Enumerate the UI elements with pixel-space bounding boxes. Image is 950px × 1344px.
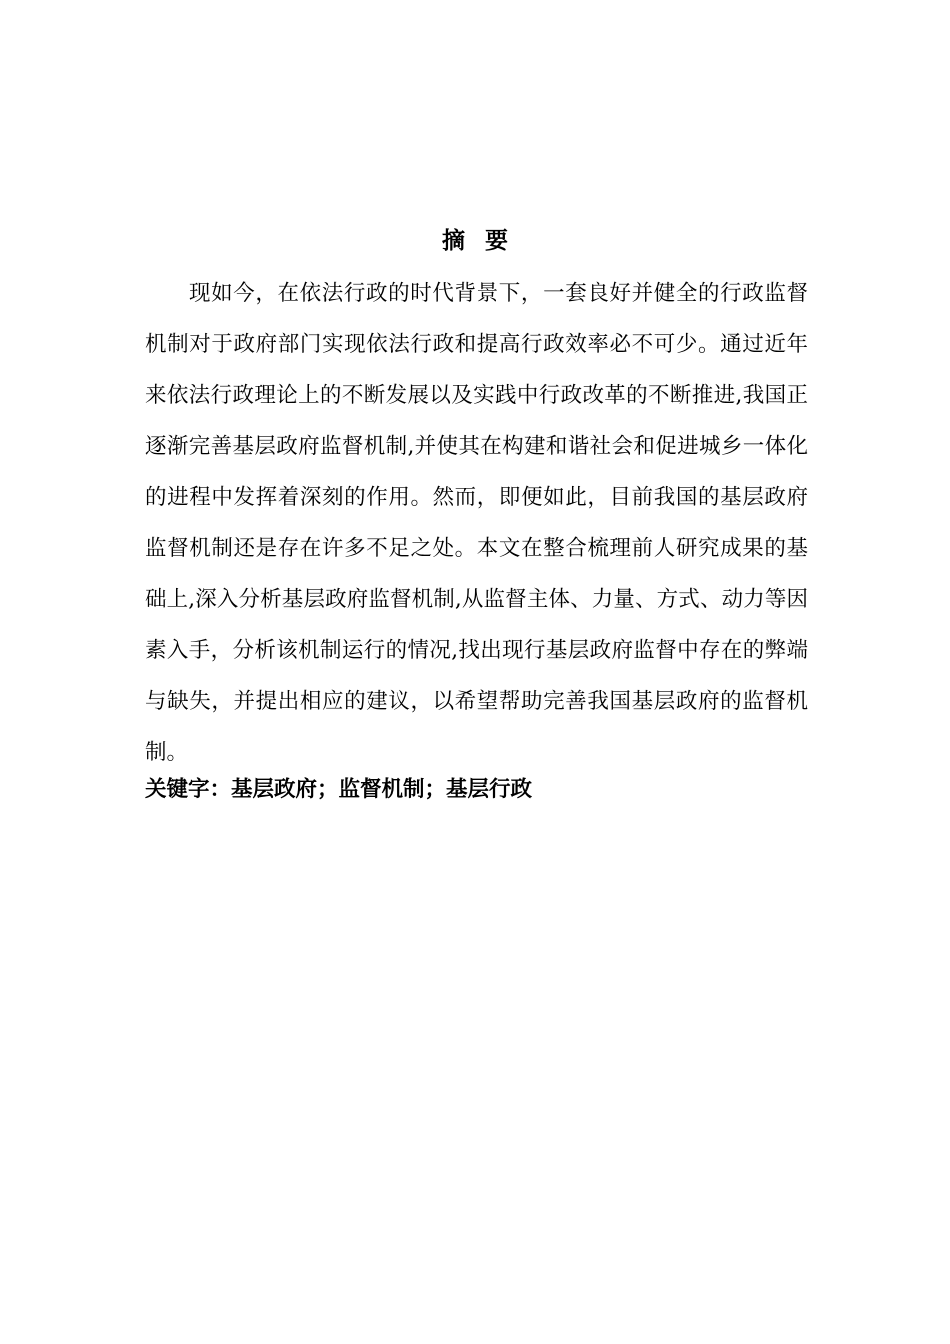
abstract-body: 现如今，在依法行政的时代背景下，一套良好并健全的行政监督机制对于政府部门实现依法行政和提高行政效率必不可少。通过近年来依法行政理论上的不断发展以及实践中行政改革的不断推进,我国正逐渐完善基层政府监督机制,并使其在构建和谐社会和促进城乡一体化的进程中发挥着深刻的作用。然而，即便如此，目前我国的基层政府监督机制还是存在许多不足之处。本文在整合梳理前人研究成果的基础上,深入分析基层政府监督机制,从监督主体、力量、方式、动力等因素入手，分析该机制运行的情况,找出现行基层政府监督中存在的弊端与缺失，并提出相应的建议，以希望帮助完善我国基层政府的监督机制。 <box>145 281 808 765</box>
keywords-line <box>145 768 808 812</box>
abstract-title: 摘要 <box>442 227 528 254</box>
keywords-value: 基层政府；监督机制；基层行政 <box>231 777 533 802</box>
keywords-label: 关键字： <box>145 777 232 802</box>
